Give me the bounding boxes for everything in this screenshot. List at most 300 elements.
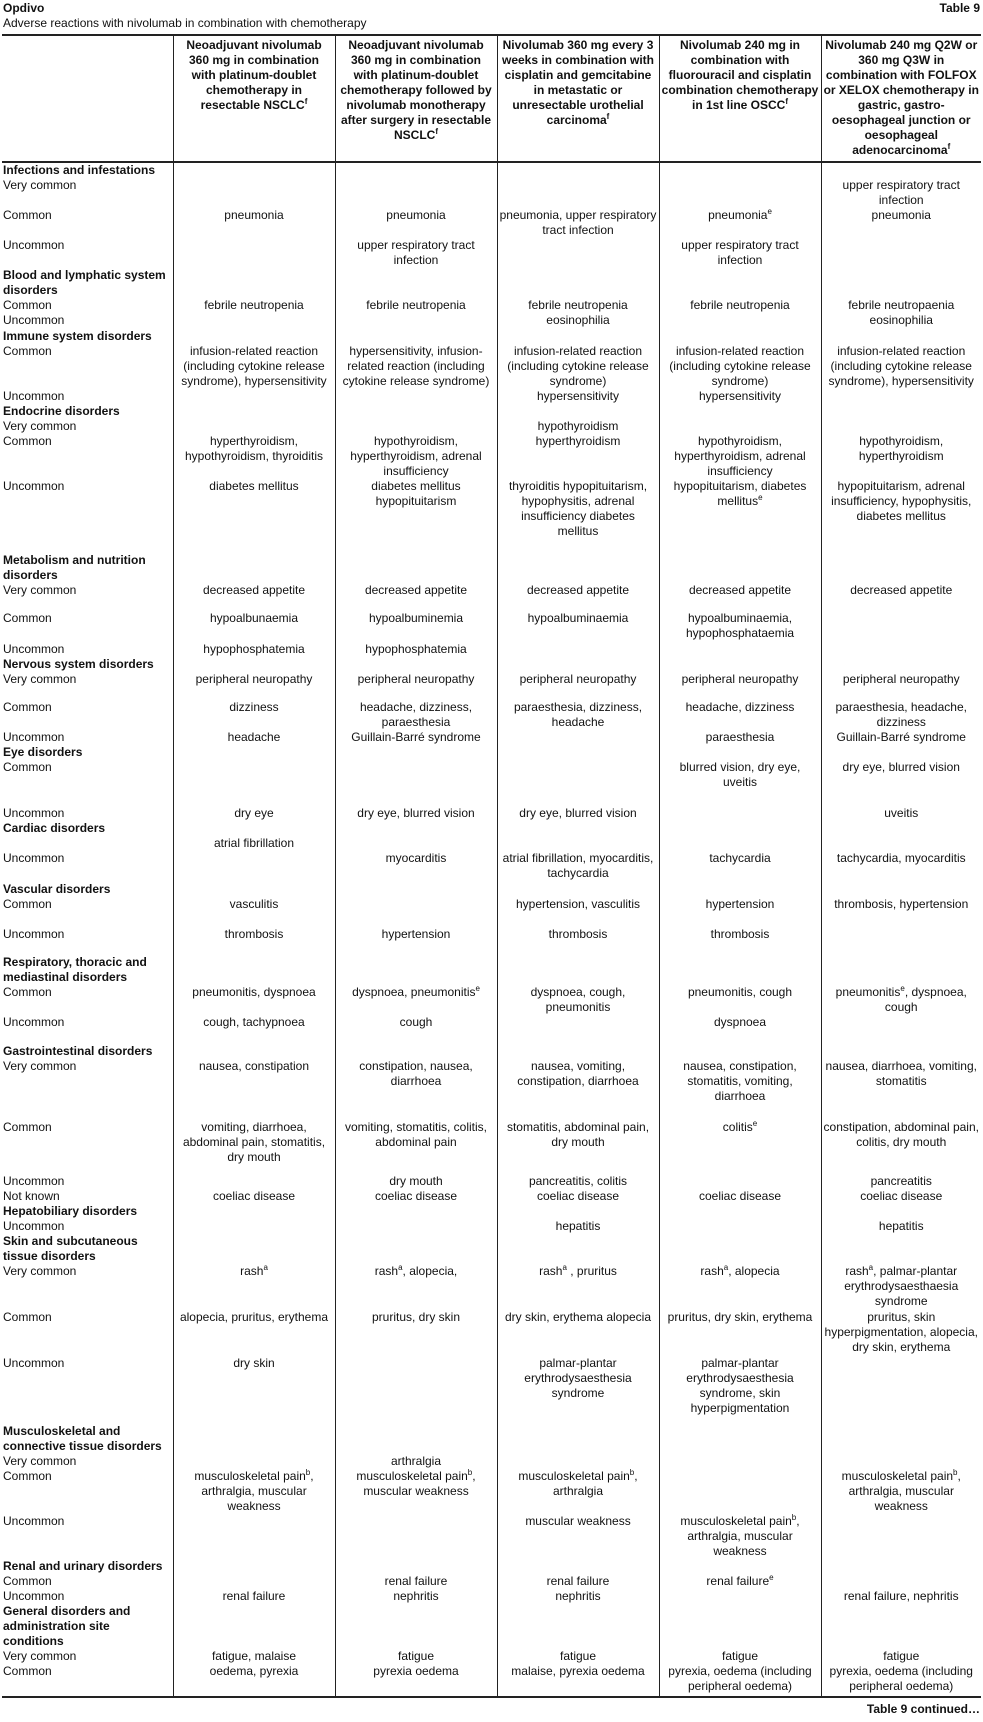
reaction-cell [335, 1204, 497, 1219]
footnote-marker: b [953, 1468, 958, 1477]
reaction-cell: hypothyroidism, hyperthyroidism, adrenal insufficiency [335, 434, 497, 479]
frequency-row [2, 389, 981, 404]
header-cell-regimen-2 [335, 35, 497, 162]
frequency-label: Very common [2, 672, 173, 700]
footnote-marker: a [562, 1263, 567, 1272]
system-organ-class: Renal and urinary disorders [2, 1559, 173, 1574]
reaction-cell: upper respiratory tract infection [659, 238, 821, 268]
section-header-row [2, 1044, 981, 1059]
frequency-label: Uncommon [2, 1219, 173, 1234]
reaction-cell [173, 821, 335, 836]
reaction-cell: dry eye [173, 806, 335, 821]
reaction-cell: dyspnoea, pneumonitis$^e$ [335, 985, 497, 1015]
frequency-row [2, 1664, 981, 1697]
frequency-label: Uncommon [2, 1514, 173, 1559]
reaction-cell: colitis$^e$ [659, 1120, 821, 1174]
reaction-cell: renal failure, nephritis [821, 1589, 981, 1604]
footnote-marker: b [791, 1513, 797, 1522]
header-text: Neoadjuvant nivolumab 360 mg in combination with platinum-doublet chemotherapy followed by nivolumab monotherapy after surgery in resectable NSCLC [340, 38, 492, 142]
reaction-cell [821, 1044, 981, 1059]
frequency-label: Common [2, 1664, 173, 1697]
reaction-cell: dry eye, blurred vision [821, 760, 981, 806]
frequency-label: Common [2, 1469, 173, 1514]
frequency-label: Common [2, 1574, 173, 1589]
reaction-cell [659, 404, 821, 419]
reaction-cell [173, 1174, 335, 1189]
reaction-cell [659, 1424, 821, 1454]
reaction-cell: hyperthyroidism [497, 434, 659, 479]
reaction-cell [659, 1589, 821, 1604]
reaction-cell: hypersensitivity, infusion-related reaction (including cytokine release syndrome) [335, 344, 497, 389]
reaction-cell [173, 1514, 335, 1559]
reaction-cell: pancreatitis [821, 1174, 981, 1189]
system-organ-class: Eye disorders [2, 745, 173, 760]
reaction-cell: tachycardia, myocarditis [821, 851, 981, 882]
reaction-cell [335, 1559, 497, 1574]
reaction-cell: pyrexia oedema [335, 1664, 497, 1697]
reaction-cell [335, 553, 497, 583]
reaction-cell [497, 730, 659, 745]
reaction-cell [335, 955, 497, 985]
frequency-row [2, 479, 981, 553]
frequency-label: Uncommon [2, 389, 173, 404]
reaction-cell: dry eye, blurred vision [335, 806, 497, 821]
reaction-cell [659, 1454, 821, 1469]
reaction-cell: hypothyroidism, hyperthyroidism, adrenal insufficiency [659, 434, 821, 479]
frequency-row [2, 238, 981, 268]
reaction-cell: nausea, constipation, stomatitis, vomiting, diarrhoea [659, 1059, 821, 1120]
reaction-cell [659, 955, 821, 985]
reaction-cell: peripheral neuropathy [173, 672, 335, 700]
reaction-cell: alopecia, pruritus, erythema [173, 1310, 335, 1356]
reaction-cell [659, 419, 821, 434]
reaction-cell [497, 760, 659, 806]
reaction-cell [497, 1044, 659, 1059]
frequency-label: Common [2, 434, 173, 479]
reaction-cell: nausea, diarrhoea, vomiting, stomatitis [821, 1059, 981, 1120]
reaction-cell [821, 1574, 981, 1589]
reaction-cell: vomiting, stomatitis, colitis, abdominal pain [335, 1120, 497, 1174]
reaction-cell [821, 1356, 981, 1424]
reaction-cell [335, 836, 497, 851]
header-cell-regimen-5 [821, 35, 981, 162]
reaction-cell [173, 1219, 335, 1234]
reaction-cell: Guillain-Barré syndrome [821, 730, 981, 745]
reaction-cell [659, 329, 821, 344]
reaction-cell [659, 553, 821, 583]
header-text: Nivolumab 360 mg every 3 weeks in combination with cisplatin and gemcitabine in metastatic or unresectable urothelial carcinoma [501, 38, 655, 127]
frequency-row [2, 1310, 981, 1356]
reaction-cell: hypoalbuminaemia [497, 611, 659, 642]
reaction-cell [335, 313, 497, 329]
frequency-row [2, 700, 981, 730]
reaction-cell [659, 836, 821, 851]
reaction-cell: rash$^a$, palmar-plantar erythrodysaesthaesia syndrome [821, 1264, 981, 1310]
reaction-cell [335, 178, 497, 208]
reaction-cell [821, 553, 981, 583]
reaction-cell: coeliac disease [497, 1189, 659, 1204]
reaction-cell: pyrexia, oedema (including peripheral oedema) [821, 1664, 981, 1697]
footnote-marker: f [606, 112, 610, 121]
frequency-label: Common [2, 1120, 173, 1174]
reaction-cell: headache, dizziness, paraesthesia [335, 700, 497, 730]
frequency-row [2, 434, 981, 479]
section-header-row [2, 329, 981, 344]
reaction-cell [497, 821, 659, 836]
reaction-cell: pneumonitis, dyspnoea [173, 985, 335, 1015]
footnote-marker: a [723, 1263, 729, 1272]
footnote-marker: b [467, 1468, 473, 1477]
reaction-cell: hypoalbuminemia [335, 611, 497, 642]
reaction-cell [497, 955, 659, 985]
frequency-row [2, 760, 981, 806]
frequency-label: Common [2, 760, 173, 806]
reaction-cell [659, 268, 821, 298]
system-organ-class: Infections and infestations [2, 162, 173, 178]
reaction-cell: febrile neutropenia [173, 298, 335, 313]
reaction-cell [173, 268, 335, 298]
reaction-cell [173, 745, 335, 760]
reaction-cell [335, 389, 497, 404]
frequency-row [2, 1189, 981, 1204]
section-header-row [2, 162, 981, 178]
reaction-cell: diabetes mellitus [173, 479, 335, 553]
reaction-cell: musculoskeletal pain$^b$, arthralgia, muscular weakness [821, 1469, 981, 1514]
reaction-cell [335, 657, 497, 672]
reaction-cell: Guillain-Barré syndrome [335, 730, 497, 745]
reaction-cell: myocarditis [335, 851, 497, 882]
frequency-row [2, 1514, 981, 1559]
reaction-cell [173, 1559, 335, 1574]
reaction-cell: decreased appetite [335, 583, 497, 611]
frequency-label [2, 836, 173, 851]
frequency-row [2, 1120, 981, 1174]
section-header-row [2, 1424, 981, 1454]
reaction-cell: fatigue [497, 1649, 659, 1664]
section-header-row [2, 955, 981, 985]
reaction-cell: peripheral neuropathy [821, 672, 981, 700]
reaction-cell: hypersensitivity [497, 389, 659, 404]
frequency-row [2, 1174, 981, 1189]
reaction-cell: fatigue [821, 1649, 981, 1664]
frequency-row [2, 1264, 981, 1310]
reaction-cell: hypoalbuminaemia, hypophosphataemia [659, 611, 821, 642]
reaction-cell: malaise, pyrexia oedema [497, 1664, 659, 1697]
frequency-label: Uncommon [2, 851, 173, 882]
reaction-cell [497, 268, 659, 298]
frequency-row [2, 208, 981, 238]
reaction-cell: thrombosis, hypertension [821, 897, 981, 927]
frequency-label: Uncommon [2, 1174, 173, 1189]
reaction-cell: fatigue, malaise [173, 1649, 335, 1664]
reaction-cell [659, 178, 821, 208]
frequency-label: Common [2, 1310, 173, 1356]
frequency-row [2, 583, 981, 611]
frequency-label: Common [2, 344, 173, 389]
reaction-cell: nausea, constipation [173, 1059, 335, 1120]
frequency-row [2, 1469, 981, 1514]
reaction-cell [335, 1514, 497, 1559]
reaction-cell: palmar-plantar erythrodysaesthesia syndrome, skin hyperpigmentation [659, 1356, 821, 1424]
system-organ-class: Skin and subcutaneous tissue disorders [2, 1234, 173, 1264]
reaction-cell [173, 760, 335, 806]
reaction-cell: hyperthyroidism, hypothyroidism, thyroiditis [173, 434, 335, 479]
frequency-label: Uncommon [2, 238, 173, 268]
reaction-cell [821, 419, 981, 434]
frequency-row [2, 313, 981, 329]
table-number: Table 9 [939, 1, 980, 15]
table-caption: Adverse reactions with nivolumab in combination with chemotherapy [3, 16, 367, 30]
reaction-cell: infusion-related reaction (including cytokine release syndrome) [659, 344, 821, 389]
reaction-cell [821, 642, 981, 657]
reaction-cell [659, 162, 821, 178]
reaction-cell [497, 178, 659, 208]
frequency-row [2, 730, 981, 745]
reaction-cell: infusion-related reaction (including cytokine release syndrome) [497, 344, 659, 389]
reaction-cell: decreased appetite [173, 583, 335, 611]
reaction-cell [659, 1559, 821, 1574]
reaction-cell: stomatitis, abdominal pain, dry mouth [497, 1120, 659, 1174]
reaction-cell: pruritus, dry skin, erythema [659, 1310, 821, 1356]
reaction-cell: hypopituitarism, adrenal insufficiency, hypophysitis, diabetes mellitus [821, 479, 981, 553]
reaction-cell [335, 1044, 497, 1059]
reaction-cell: diabetes mellitus hypopituitarism [335, 479, 497, 553]
system-organ-class: Gastrointestinal disorders [2, 1044, 173, 1059]
reaction-cell [821, 389, 981, 404]
reaction-cell: pneumonia, upper respiratory tract infection [497, 208, 659, 238]
reaction-cell [659, 806, 821, 821]
reaction-cell: paraesthesia, headache, dizziness [821, 700, 981, 730]
system-organ-class: Nervous system disorders [2, 657, 173, 672]
reaction-cell [821, 836, 981, 851]
reaction-cell: uveitis [821, 806, 981, 821]
reaction-cell [821, 1559, 981, 1574]
reaction-cell: febrile neutropenia [659, 298, 821, 313]
reaction-cell: vasculitis [173, 897, 335, 927]
reaction-cell: eosinophilia [497, 313, 659, 329]
reaction-cell [821, 927, 981, 955]
header-text: Nivolumab 240 mg Q2W or 360 mg Q3W in combination with FOLFOX or XELOX chemotherapy in gastric, gastro-oesophageal junction or oesophageal adenocarcinoma [823, 38, 979, 157]
reaction-cell: thyroiditis hypopituitarism, hypophysitis, adrenal insufficiency diabetes mellitus [497, 479, 659, 553]
reaction-cell [821, 162, 981, 178]
section-header-row [2, 745, 981, 760]
reaction-cell: dyspnoea [659, 1015, 821, 1044]
system-organ-class: Immune system disorders [2, 329, 173, 344]
table-header-row [2, 35, 981, 162]
system-organ-class: Musculoskeletal and connective tissue disorders [2, 1424, 173, 1454]
reaction-cell [335, 162, 497, 178]
reaction-cell: febrile neutropaenia [821, 298, 981, 313]
reaction-cell: pneumonia$^e$ [659, 208, 821, 238]
footnote-marker: e [767, 207, 772, 216]
reaction-cell [497, 553, 659, 583]
reaction-cell [497, 1015, 659, 1044]
reaction-cell: peripheral neuropathy [659, 672, 821, 700]
reaction-cell [821, 268, 981, 298]
footnote-marker: f [304, 97, 308, 106]
reaction-cell: cough, tachypnoea [173, 1015, 335, 1044]
reaction-cell [173, 851, 335, 882]
frequency-label: Very common [2, 1454, 173, 1469]
reaction-cell: vomiting, diarrhoea, abdominal pain, stomatitis, dry mouth [173, 1120, 335, 1174]
frequency-row [2, 927, 981, 955]
frequency-row [2, 1589, 981, 1604]
header-cell-regimen-4 [659, 35, 821, 162]
reaction-cell: eosinophilia [821, 313, 981, 329]
reaction-cell [821, 1514, 981, 1559]
frequency-row [2, 806, 981, 821]
reaction-cell [497, 238, 659, 268]
frequency-label: Common [2, 611, 173, 642]
reaction-cell [335, 404, 497, 419]
frequency-row [2, 178, 981, 208]
reaction-cell: dyspnoea, cough, pneumonitis [497, 985, 659, 1015]
frequency-label: Very common [2, 1059, 173, 1120]
frequency-row [2, 1574, 981, 1589]
frequency-row [2, 1059, 981, 1120]
reaction-cell [173, 1044, 335, 1059]
reaction-cell [821, 1604, 981, 1649]
reaction-cell: peripheral neuropathy [335, 672, 497, 700]
reaction-cell: constipation, abdominal pain, colitis, dry mouth [821, 1120, 981, 1174]
reaction-cell: pneumonia [335, 208, 497, 238]
reaction-cell: decreased appetite [497, 583, 659, 611]
frequency-row [2, 611, 981, 642]
reaction-cell [497, 882, 659, 897]
frequency-label: Uncommon [2, 1589, 173, 1604]
reaction-cell [173, 1574, 335, 1589]
reaction-cell [173, 553, 335, 583]
reaction-cell [497, 1604, 659, 1649]
reaction-cell: paraesthesia [659, 730, 821, 745]
reaction-cell: renal failure [497, 1574, 659, 1589]
reaction-cell: peripheral neuropathy [497, 672, 659, 700]
footnote-marker: f [785, 97, 789, 106]
reaction-cell [497, 1424, 659, 1454]
footnote-marker: e [475, 984, 480, 993]
reaction-cell [659, 1234, 821, 1264]
reaction-cell: coeliac disease [659, 1189, 821, 1204]
system-organ-class: Endocrine disorders [2, 404, 173, 419]
reaction-cell: infusion-related reaction (including cytokine release syndrome), hypersensitivity [173, 344, 335, 389]
frequency-label: Not known [2, 1189, 173, 1204]
reaction-cell: coeliac disease [821, 1189, 981, 1204]
reaction-cell [821, 1424, 981, 1454]
system-organ-class: Vascular disorders [2, 882, 173, 897]
reaction-cell [497, 1204, 659, 1219]
reaction-cell [821, 657, 981, 672]
frequency-label: Very common [2, 178, 173, 208]
reaction-cell [659, 313, 821, 329]
footnote-marker: e [769, 1573, 774, 1582]
reaction-cell: rash$^a$ , pruritus [497, 1264, 659, 1310]
frequency-label: Common [2, 897, 173, 927]
reaction-cell: headache [173, 730, 335, 745]
reaction-cell [173, 329, 335, 344]
reaction-cell: nephritis [335, 1589, 497, 1604]
reaction-cell: hypertension, vasculitis [497, 897, 659, 927]
table-continued-note: Table 9 continued… [866, 1702, 980, 1716]
reaction-cell: hypophosphatemia [335, 642, 497, 657]
header-cell-regimen-3 [497, 35, 659, 162]
reaction-cell [821, 955, 981, 985]
reaction-cell: constipation, nausea, diarrhoea [335, 1059, 497, 1120]
reaction-cell [335, 329, 497, 344]
reaction-cell: nephritis [497, 1589, 659, 1604]
frequency-row [2, 1356, 981, 1424]
reaction-cell: hypothyroidism, hyperthyroidism [821, 434, 981, 479]
frequency-row [2, 642, 981, 657]
reaction-cell [659, 821, 821, 836]
reaction-cell [173, 419, 335, 434]
system-organ-class: Metabolism and nutrition disorders [2, 553, 173, 583]
reaction-cell [821, 1015, 981, 1044]
reaction-cell [335, 1604, 497, 1649]
reaction-cell [173, 1204, 335, 1219]
reaction-cell: rash$^a$ [173, 1264, 335, 1310]
reaction-cell: oedema, pyrexia [173, 1664, 335, 1697]
reaction-cell: febrile neutropenia [335, 298, 497, 313]
frequency-row [2, 985, 981, 1015]
section-header-row [2, 882, 981, 897]
header-cell-regimen-1 [173, 35, 335, 162]
header-text: Neoadjuvant nivolumab 360 mg in combination with platinum-doublet chemotherapy in resectable NSCLC [186, 38, 322, 112]
reaction-cell: pruritus, skin hyperpigmentation, alopecia, dry skin, erythema [821, 1310, 981, 1356]
reaction-cell: headache, dizziness [659, 700, 821, 730]
reaction-cell: pneumonia [173, 208, 335, 238]
frequency-row [2, 419, 981, 434]
reaction-cell: arthralgia [335, 1454, 497, 1469]
reaction-cell: renal failure [173, 1589, 335, 1604]
reaction-cell: thrombosis [173, 927, 335, 955]
reaction-cell: atrial fibrillation [173, 836, 335, 851]
frequency-label: Uncommon [2, 730, 173, 745]
reaction-cell: decreased appetite [821, 583, 981, 611]
reaction-cell [821, 1454, 981, 1469]
system-organ-class: Blood and lymphatic system disorders [2, 268, 173, 298]
table-body [2, 162, 981, 1697]
reaction-cell: hepatitis [821, 1219, 981, 1234]
reaction-cell: hypoalbunaemia [173, 611, 335, 642]
reaction-cell [821, 1204, 981, 1219]
footnote-marker: f [947, 142, 951, 151]
reaction-cell [335, 1234, 497, 1264]
reaction-cell: febrile neutropenia [497, 298, 659, 313]
frequency-row [2, 672, 981, 700]
reaction-cell: coeliac disease [335, 1189, 497, 1204]
reaction-cell [821, 238, 981, 268]
section-header-row [2, 1204, 981, 1219]
reaction-cell [335, 760, 497, 806]
frequency-label: Common [2, 298, 173, 313]
frequency-row [2, 298, 981, 313]
reaction-cell: hypertension [659, 897, 821, 927]
frequency-label: Very common [2, 1649, 173, 1664]
reaction-cell [659, 1219, 821, 1234]
frequency-row [2, 344, 981, 389]
reaction-cell [335, 1219, 497, 1234]
frequency-row [2, 851, 981, 882]
reaction-cell: hypersensitivity [659, 389, 821, 404]
reaction-cell [173, 238, 335, 268]
reaction-cell [659, 1469, 821, 1514]
reaction-cell [497, 329, 659, 344]
system-organ-class: Hepatobiliary disorders [2, 1204, 173, 1219]
reaction-cell: cough [335, 1015, 497, 1044]
section-header-row [2, 821, 981, 836]
reaction-cell: musculoskeletal pain$^b$, arthralgia, muscular weakness [659, 1514, 821, 1559]
footnote-marker: e [752, 1119, 758, 1128]
